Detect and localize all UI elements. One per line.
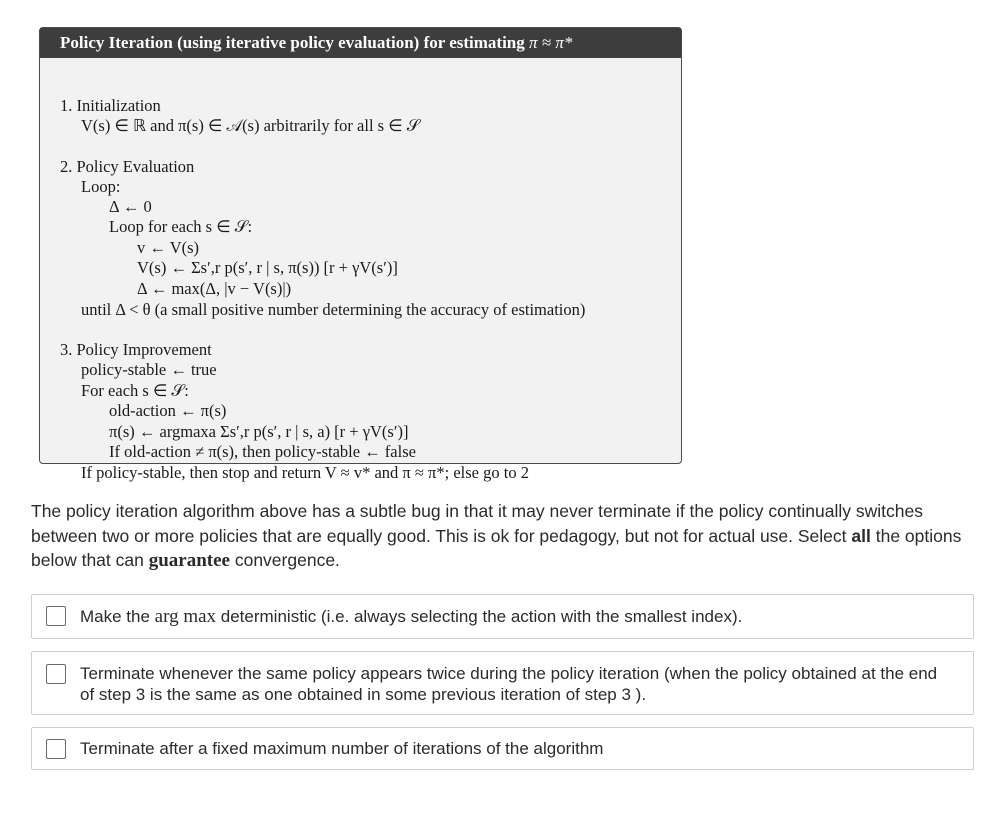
algo-line-initialization: 1. Initialization: [60, 96, 161, 115]
algo-line-loop-each-state: Loop for each s ∈ 𝒮:: [109, 217, 253, 236]
option-2-label: Terminate whenever the same policy appears twice during the policy iteration (when the policy obtained at the end of step 3 is the same as one obtained in some previous iteration of step 3 ).: [80, 664, 938, 704]
question-part2: the options below that can: [31, 525, 962, 570]
algo-line-policy-improvement: 3. Policy Improvement: [60, 340, 212, 359]
algo-line-stability-check: If old-action ≠ π(s), then policy-stable ← false: [109, 442, 416, 461]
option-deterministic-argmax[interactable]: [31, 594, 974, 639]
algo-line-delta-init: Δ ← 0: [109, 197, 152, 216]
algo-line-v-assign: v ← V(s): [137, 238, 200, 257]
option-1-math: arg max: [154, 606, 217, 627]
option-2-checkbox[interactable]: [46, 664, 66, 684]
option-1-pre: Make the: [80, 607, 155, 626]
algo-line-until: until Δ < θ (a small positive number determining the accuracy of estimation): [81, 300, 586, 319]
algo-line-bellman-update: V(s) ← Σs′,r p(s′, r | s, π(s)) [r + γV(s′)]: [137, 258, 398, 277]
algorithm-box: [39, 27, 682, 482]
algo-line-old-action: old-action ← π(s): [109, 401, 227, 420]
algo-line-loop: Loop:: [81, 177, 121, 196]
option-max-iterations[interactable]: [31, 727, 974, 770]
algo-line-delta-update: Δ ← max(Δ, |v − V(s)|): [137, 279, 292, 298]
question-text: [31, 499, 976, 574]
option-repeated-policy[interactable]: [31, 651, 974, 715]
algo-line-terminate: If policy-stable, then stop and return V ≈ v* and π ≈ π*; else go to 2: [81, 463, 529, 482]
algorithm-title: [40, 28, 681, 58]
algo-line-policy-stable-true: policy-stable ← true: [81, 360, 217, 379]
algo-line-init-values: V(s) ∈ ℝ and π(s) ∈ 𝒜(s) arbitrarily for all s ∈ 𝒮: [81, 116, 420, 135]
algorithm-title-math: π ≈ π*: [529, 33, 573, 52]
question-part3: convergence.: [229, 550, 340, 570]
algo-line-for-each-state: For each s ∈ 𝒮:: [81, 381, 189, 400]
algo-line-greedy-update: π(s) ← argmaxa Σs′,r p(s′, r | s, a) [r + γV(s′)]: [109, 422, 409, 441]
question-emphasis-all: all: [851, 525, 871, 546]
option-3-checkbox[interactable]: [46, 739, 66, 759]
option-1-label: [80, 606, 953, 627]
question-part1: The policy iteration algorithm above has a subtle bug in that it may never terminate if the policy continually switches between two or more policies that are equally good. This is ok for pedagogy, but not for actual use. Select: [31, 501, 923, 546]
question-emphasis-guarantee: guarantee: [148, 550, 230, 571]
option-1-post: deterministic (i.e. always selecting the action with the smallest index).: [216, 607, 743, 626]
algo-line-policy-evaluation: 2. Policy Evaluation: [60, 157, 195, 176]
option-1-checkbox[interactable]: [46, 606, 66, 626]
option-3-label: Terminate after a fixed maximum number of iterations of the algorithm: [80, 739, 604, 758]
algorithm-title-text: Policy Iteration (using iterative policy evaluation) for estimating: [60, 33, 525, 52]
